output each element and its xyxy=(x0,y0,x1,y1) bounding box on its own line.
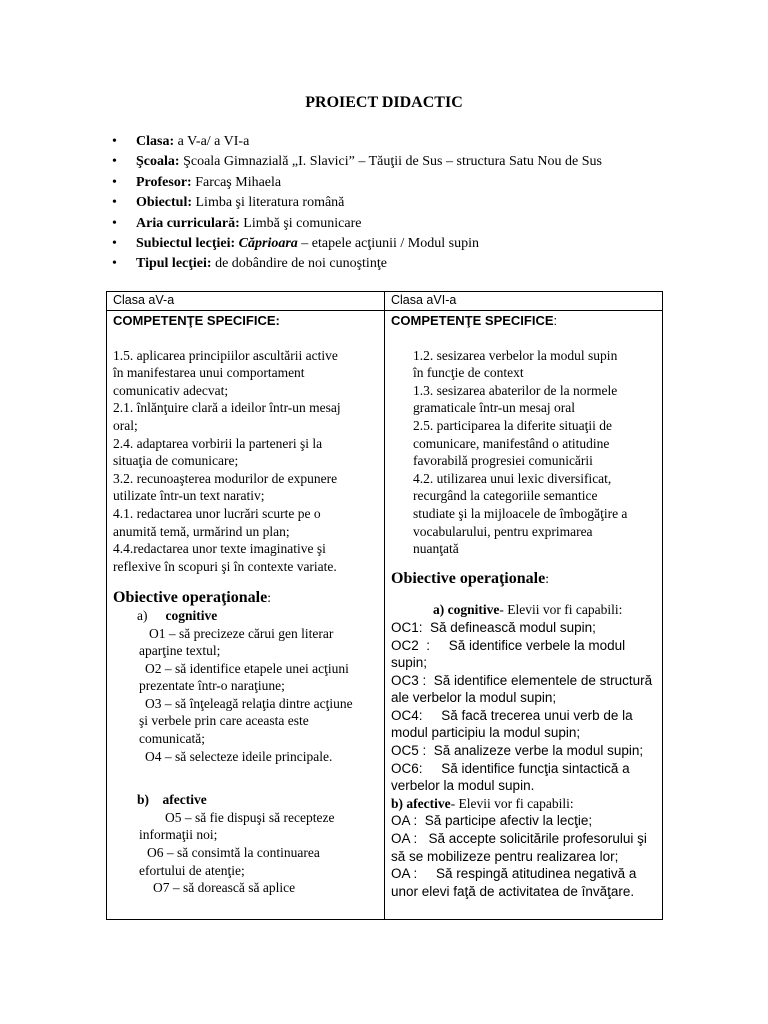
objective-line: OA : Să accepte solicitările profesorului şi xyxy=(391,831,647,847)
objective-line: prezentate într-o naraţiune; xyxy=(139,678,285,694)
objective-line: OA : Să participe afectiv la lecţie; xyxy=(391,813,593,829)
objective-line: ale verbelor la modul supin; xyxy=(391,690,557,706)
info-value: Şcoala Gimnazială „I. Slavici” – Tăuţii de Sus – structura Satu Nou de Sus xyxy=(179,154,602,170)
objective-line: OA : Să respingă atitudinea negativă a xyxy=(391,866,637,882)
competenta-line: oral; xyxy=(113,417,138,433)
competente-list xyxy=(391,347,658,558)
competenta-line: 4.2. utilizarea unui lexic diversificat, xyxy=(413,470,612,486)
competenta-line: reflexive în scopuri şi în contexte variate. xyxy=(113,558,337,574)
bullet-icon: • xyxy=(112,154,117,170)
afective-label: b) afective xyxy=(137,792,207,808)
info-value: Limbă şi comunicare xyxy=(239,215,362,231)
objective-line: O1 – să precizeze cărui gen literar xyxy=(149,625,334,641)
bullet-icon: • xyxy=(112,134,117,149)
objective-line: unor elevi faţă de activitatea de învăţare. xyxy=(391,883,635,899)
objective-line: informaţii noi; xyxy=(139,827,218,843)
column-header-clasa-6: Clasa aVI-a xyxy=(391,293,457,307)
objective-line: O3 – să înţeleagă relaţia dintre acţiune xyxy=(145,695,353,711)
bullet-icon: • xyxy=(112,256,117,272)
objective-line: O4 – să selecteze ideile principale. xyxy=(145,748,333,764)
objective-line: OC6: Să identifice funcţia sintactică a xyxy=(391,760,630,776)
competenta-line: 4.1. redactarea unor lucrări scurte pe o xyxy=(113,505,321,521)
competenta-line: 3.2. recunoaşterea modurilor de expunere xyxy=(113,470,338,486)
column-5-content xyxy=(113,312,377,897)
objective-line: comunicată; xyxy=(139,731,205,747)
competenta-line: utilizate într-un text narativ; xyxy=(113,488,265,504)
info-item-obiectul xyxy=(112,193,602,213)
competenta-line: comunicativ adecvat; xyxy=(113,382,229,398)
info-italic-title: Căprioara xyxy=(235,235,298,251)
objective-line: aparţine textul; xyxy=(139,643,221,659)
column-6-content xyxy=(391,312,658,900)
objective-line: verbelor la modul supin. xyxy=(391,778,535,794)
bullet-icon: • xyxy=(112,195,117,211)
competenta-line: gramaticale într-un mesaj oral xyxy=(413,400,576,416)
competenta-line: favorabilă progresiei comunicării xyxy=(413,453,593,469)
competenta-line: comunicare, manifestând o atitudine xyxy=(413,435,610,451)
colon: : xyxy=(553,313,558,328)
objective-line: O7 – să dorească să aplice xyxy=(153,880,296,896)
colon: : xyxy=(545,570,549,586)
info-label: Obiectul: xyxy=(136,195,192,211)
competenta-line: 2.5. participarea la diferite situaţii de xyxy=(413,417,613,433)
competenta-line: 2.1. înlănţuire clară a ideilor într-un mesaj xyxy=(113,400,341,416)
info-item-aria xyxy=(112,214,602,234)
info-label: Şcoala: xyxy=(136,154,180,170)
competenta-line: studiate şi la mijloacele de îmbogăţire a xyxy=(413,505,628,521)
header-divider xyxy=(107,310,662,311)
info-value: de dobândire de noi cunoştinţe xyxy=(211,256,387,272)
obiective-title: Obiective operaţionale xyxy=(113,589,268,607)
project-info-list xyxy=(112,132,602,275)
objective-line: OC2 : Să identifice verbele la modul xyxy=(391,637,626,653)
competenta-line: anumită temă, urmărind un plan; xyxy=(113,523,290,539)
objective-line: OC4: Să facă trecerea unui verb de la xyxy=(391,707,633,723)
competenta-line: în manifestarea unui comportament xyxy=(113,365,305,381)
info-item-subiectul xyxy=(112,234,602,254)
objectives-table xyxy=(106,291,663,920)
info-value: a V-a/ a VI-a xyxy=(174,134,250,149)
cognitive-label: cognitive xyxy=(165,607,218,623)
obiective-title: Obiective operaţionale xyxy=(391,569,546,587)
objective-line: supin; xyxy=(391,655,428,671)
info-item-tipul xyxy=(112,254,602,274)
info-label: Profesor: xyxy=(136,174,192,190)
competenta-line: recurgând la categoriile semantice xyxy=(413,488,598,504)
info-item-clasa xyxy=(112,132,602,152)
cognitive-rest: - Elevii vor fi capabili: xyxy=(499,602,623,618)
objective-line: OC3 : Să identifice elementele de structură xyxy=(391,672,653,688)
info-value: – etapele acţiunii / Modul supin xyxy=(297,235,479,251)
info-item-scoala xyxy=(112,152,602,172)
info-label: Tipul lecţiei: xyxy=(136,256,212,272)
page-title: PROIECT DIDACTIC xyxy=(305,94,463,111)
bullet-icon: • xyxy=(112,235,117,251)
competenta-line: 1.2. sesizarea verbelor la modul supin xyxy=(413,347,618,363)
bullet-icon: • xyxy=(112,215,117,231)
competenta-line: 1.3. sesizarea abaterilor de la normele xyxy=(413,382,618,398)
cognitive-marker: a) xyxy=(137,607,148,623)
cognitive-label: a) cognitive xyxy=(433,602,500,618)
objective-line: efortului de atenţie; xyxy=(139,862,245,878)
objective-line: OC1: Să definească modul supin; xyxy=(391,619,596,635)
competenta-line: nuanţată xyxy=(413,541,459,557)
column-header-clasa-5: Clasa aV-a xyxy=(113,293,175,307)
info-value: Farcaş Mihaela xyxy=(191,174,282,190)
afective-rest: - Elevii vor fi capabili: xyxy=(450,795,574,811)
competenta-line: în funcţie de context xyxy=(413,365,524,381)
competente-title: COMPETENŢE SPECIFICE xyxy=(391,313,554,328)
competente-title: COMPETENŢE SPECIFICE: xyxy=(113,313,280,328)
competenta-line: vocabularului, pentru exprimarea xyxy=(413,523,593,539)
info-label: Clasa: xyxy=(136,134,175,149)
colon: : xyxy=(267,590,271,606)
column-divider xyxy=(384,292,385,919)
objective-line: O5 – să fie dispuşi să recepteze xyxy=(165,809,335,825)
afective-label: b) afective xyxy=(391,795,451,811)
competenta-line: 4.4.redactarea unor texte imaginative şi xyxy=(113,541,326,557)
objective-line: OC5 : Să analizeze verbe la modul supin; xyxy=(391,743,644,759)
competenta-line: situaţia de comunicare; xyxy=(113,453,239,469)
info-label: Aria curriculară: xyxy=(136,215,240,231)
info-item-profesor xyxy=(112,173,602,193)
objective-line: modul participiu la modul supin; xyxy=(391,725,581,741)
objective-line: O2 – să identifice etapele unei acţiuni xyxy=(145,660,349,676)
info-value: Limba şi literatura română xyxy=(192,195,345,211)
competenta-line: 2.4. adaptarea vorbirii la parteneri şi la xyxy=(113,435,323,451)
info-label: Subiectul lecţiei: xyxy=(136,235,236,251)
objective-line: şi verbele prin care aceasta este xyxy=(139,713,309,729)
bullet-icon: • xyxy=(112,174,117,190)
objective-line: să se mobilizeze pentru realizarea lor; xyxy=(391,848,619,864)
competenta-line: 1.5. aplicarea principiilor ascultării active xyxy=(113,347,338,363)
objective-line: O6 – să consimtă la continuarea xyxy=(147,845,320,861)
